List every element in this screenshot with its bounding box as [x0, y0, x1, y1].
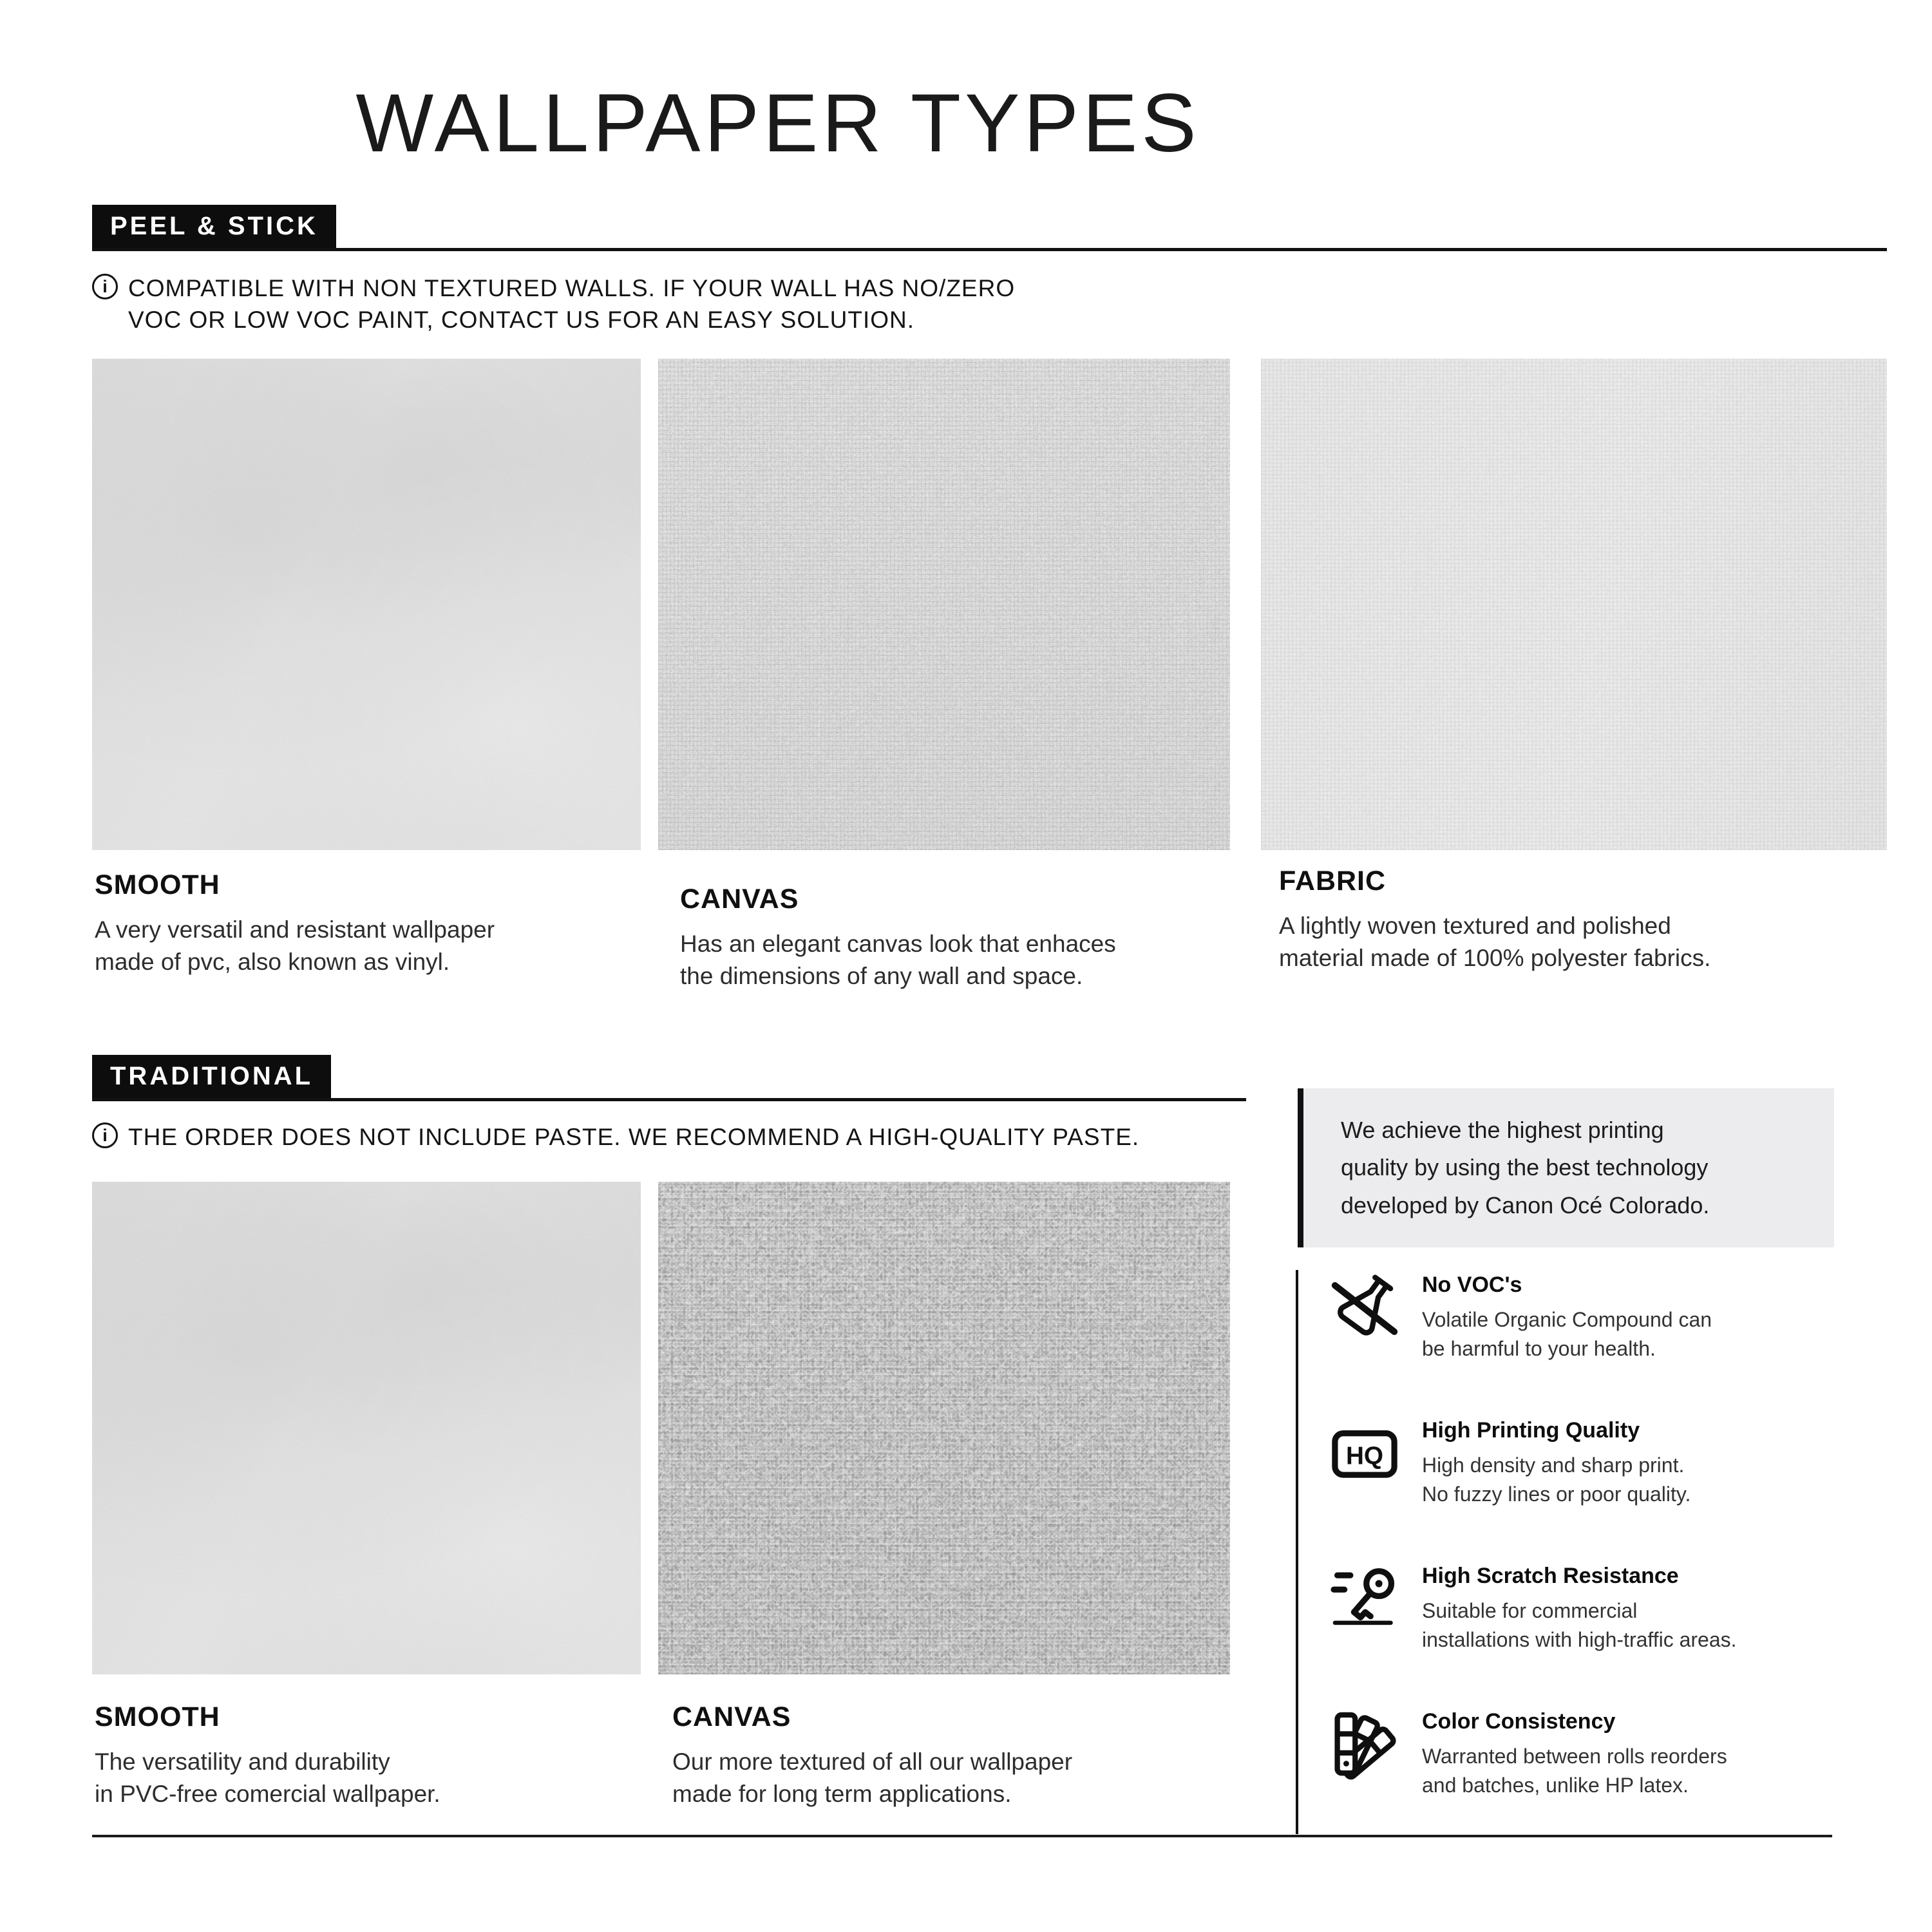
peel-stick-tag: PEEL & STICK: [92, 205, 336, 248]
peel-stick-note-text: COMPATIBLE WITH NON TEXTURED WALLS. IF YOUR WALL HAS NO/ZERO VOC OR LOW VOC PAINT, CONTACT US FOR AN EASY SOLUTION.: [128, 275, 1016, 333]
fabric-grain-texture: [1261, 359, 1887, 850]
traditional-section-header: [92, 1055, 1246, 1101]
svg-text:HQ: HQ: [1345, 1442, 1384, 1470]
feature-color-consistency: Color Consistency Warranted between rolls reorders and batches, unlike HP latex.: [1327, 1707, 1893, 1801]
peel-stick-canvas-label: CANVAS Has an elegant canvas look that enhaces the dimensions of any wall and space.: [680, 884, 1116, 990]
feature-no-vocs: No VOC's Volatile Organic Compound can be harmful to your health.: [1327, 1270, 1893, 1364]
peel-stick-smooth-label: SMOOTH A very versatil and resistant wallpaper made of pvc, also known as vinyl.: [95, 869, 495, 976]
traditional-canvas-swatch-image: [658, 1182, 1230, 1674]
canvas-grain-texture: [658, 359, 1230, 850]
feature-list-divider: [1296, 1270, 1298, 1834]
rough-canvas-grain-texture: [658, 1182, 1230, 1674]
feature-high-scratch-resistance: High Scratch Resistance Suitable for commercial installations with high-traffic areas.: [1327, 1561, 1893, 1655]
printing-quality-statement: We achieve the highest printing quality by using the best technology developed by Canon Océ Colorado.: [1298, 1088, 1834, 1247]
traditional-tag: TRADITIONAL: [92, 1055, 331, 1098]
info-icon: [92, 1122, 118, 1148]
peel-stick-fabric-label: FABRIC A lightly woven textured and polished material made of 100% polyester fabrics.: [1279, 866, 1711, 972]
color-swatches-icon: [1327, 1707, 1403, 1783]
info-icon: [92, 274, 118, 299]
peel-stick-fabric-swatch-image: [1261, 359, 1887, 850]
traditional-smooth-label: SMOOTH The versatility and durability in PVC-free comercial wallpaper.: [95, 1701, 440, 1808]
peel-stick-canvas-swatch-image: [658, 359, 1230, 850]
page-title: WALLPAPER TYPES: [355, 77, 1200, 169]
smooth-grain-texture: [92, 1182, 641, 1674]
traditional-canvas-label: CANVAS Our more textured of all our wallpaper made for long term applications.: [672, 1701, 1073, 1808]
peel-stick-section-header: [92, 205, 1887, 251]
peel-stick-smooth-swatch-image: [92, 359, 641, 850]
traditional-note-text: THE ORDER DOES NOT INCLUDE PASTE. WE RECOMMEND A HIGH-QUALITY PASTE.: [128, 1124, 1140, 1150]
bottom-divider: [92, 1835, 1832, 1837]
smooth-grain-texture: [92, 359, 641, 850]
hq-badge-icon: [1327, 1416, 1403, 1492]
scratch-key-icon: [1327, 1561, 1403, 1637]
traditional-smooth-swatch-image: [92, 1182, 641, 1674]
no-voc-flask-icon: [1327, 1270, 1403, 1346]
traditional-note: [92, 1122, 1139, 1153]
peel-stick-note: [92, 273, 1015, 336]
feature-high-printing-quality: HQ High Printing Quality High density and sharp print. No fuzzy lines or poor quality.: [1327, 1416, 1893, 1510]
